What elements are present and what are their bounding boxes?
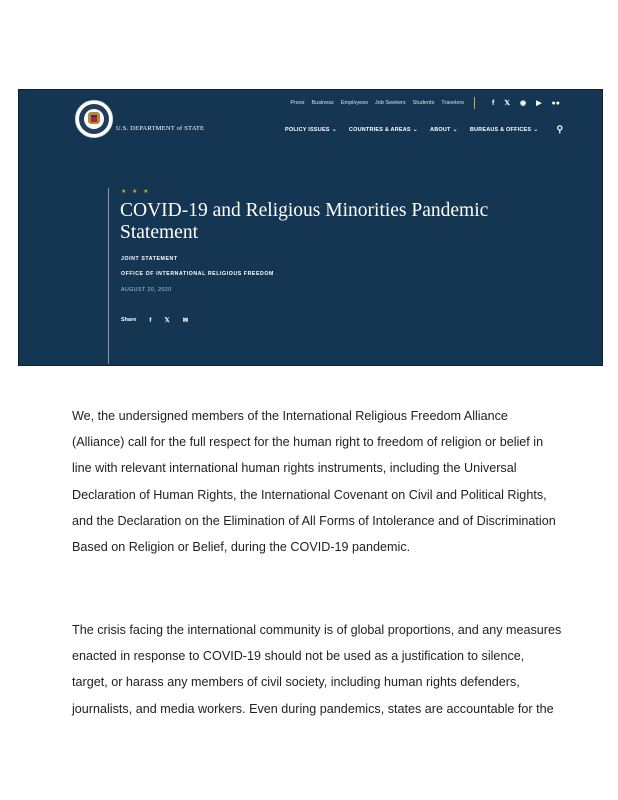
social-links bbox=[482, 99, 560, 107]
header-banner bbox=[18, 89, 603, 366]
hero-vertical-rule bbox=[108, 188, 109, 364]
department-name[interactable]: U.S. DEPARTMENT of STATE bbox=[116, 125, 205, 132]
office-name[interactable]: OFFICE OF INTERNATIONAL RELIGIOUS FREEDOM bbox=[121, 271, 274, 277]
stars-ornament: ★ ★ ★ bbox=[121, 189, 151, 195]
chevron-down-icon: ⌄ bbox=[533, 127, 539, 133]
utility-bar bbox=[283, 96, 560, 110]
nav-policy-issues[interactable] bbox=[285, 126, 337, 133]
instagram-icon[interactable]: ◉ bbox=[520, 100, 527, 107]
search-icon[interactable]: ⚲ bbox=[556, 124, 564, 134]
department-seal-logo[interactable] bbox=[75, 100, 113, 138]
nav-bureaus-offices[interactable] bbox=[470, 126, 539, 133]
youtube-icon[interactable]: ▶ bbox=[536, 100, 542, 107]
nav-label: COUNTRIES & AREAS bbox=[348, 127, 411, 133]
statement-type: JOINT STATEMENT bbox=[121, 256, 178, 262]
paragraph-text: The crisis facing the international community is of global proportions, and any measures enacted in response to COVID-19 should not be used as a justification to silence, target, or harass any members of civil society, including human rights defenders, journalists, and media workers. Even during pandemics, states are accountable for the bbox=[72, 623, 562, 716]
nav-label: BUREAUS & OFFICES bbox=[469, 127, 532, 133]
shield-icon bbox=[91, 115, 97, 122]
facebook-share-icon[interactable]: f bbox=[149, 316, 152, 324]
body-paragraph-2 bbox=[72, 617, 562, 722]
utility-link-job-seekers[interactable]: Job Seekers bbox=[375, 100, 406, 106]
nav-countries-areas[interactable] bbox=[349, 126, 418, 133]
page-title: COVID-19 and Religious Minorities Pandemic Statement bbox=[120, 200, 489, 243]
chevron-down-icon: ⌄ bbox=[452, 127, 458, 133]
nav-about[interactable] bbox=[430, 126, 458, 133]
utility-link-travelers[interactable]: Travelers bbox=[441, 100, 465, 106]
twitter-share-icon[interactable]: 𝕏 bbox=[164, 317, 170, 324]
nav-label: POLICY ISSUES bbox=[285, 127, 330, 133]
chevron-down-icon: ⌄ bbox=[412, 127, 419, 133]
nav-label: ABOUT bbox=[430, 127, 451, 133]
flickr-icon[interactable]: ●● bbox=[551, 99, 560, 107]
utility-link-business[interactable]: Business bbox=[311, 100, 334, 106]
facebook-icon[interactable]: f bbox=[492, 99, 495, 107]
paragraph-text: We, the undersigned members of the International Religious Freedom Alliance (Alliance) call for the full respect for the human right to freedom of religion or belief in line with relevant international human rights instruments, including the Universal Declaration of Human Rights, the International Covenant on Civil and Political Rights, and the Declaration on the Elimination of All Forms of Intolerance and of Discrimination Based on Religion or Belief, during the COVID-19 pandemic. bbox=[72, 409, 556, 555]
email-share-icon[interactable]: ✉ bbox=[182, 317, 189, 324]
body-paragraph-1 bbox=[72, 403, 562, 560]
utility-link-press[interactable]: Press bbox=[290, 100, 305, 106]
chevron-down-icon: ⌄ bbox=[331, 127, 337, 133]
publish-date: AUGUST 20, 2020 bbox=[121, 287, 172, 293]
share-bar bbox=[121, 316, 188, 324]
main-nav bbox=[285, 124, 563, 135]
utility-link-students[interactable]: Students bbox=[412, 100, 435, 106]
twitter-icon[interactable]: 𝕏 bbox=[504, 100, 511, 107]
utility-link-employees[interactable]: Employees bbox=[340, 100, 369, 106]
utility-divider bbox=[474, 97, 475, 109]
share-label: Share bbox=[121, 317, 137, 323]
